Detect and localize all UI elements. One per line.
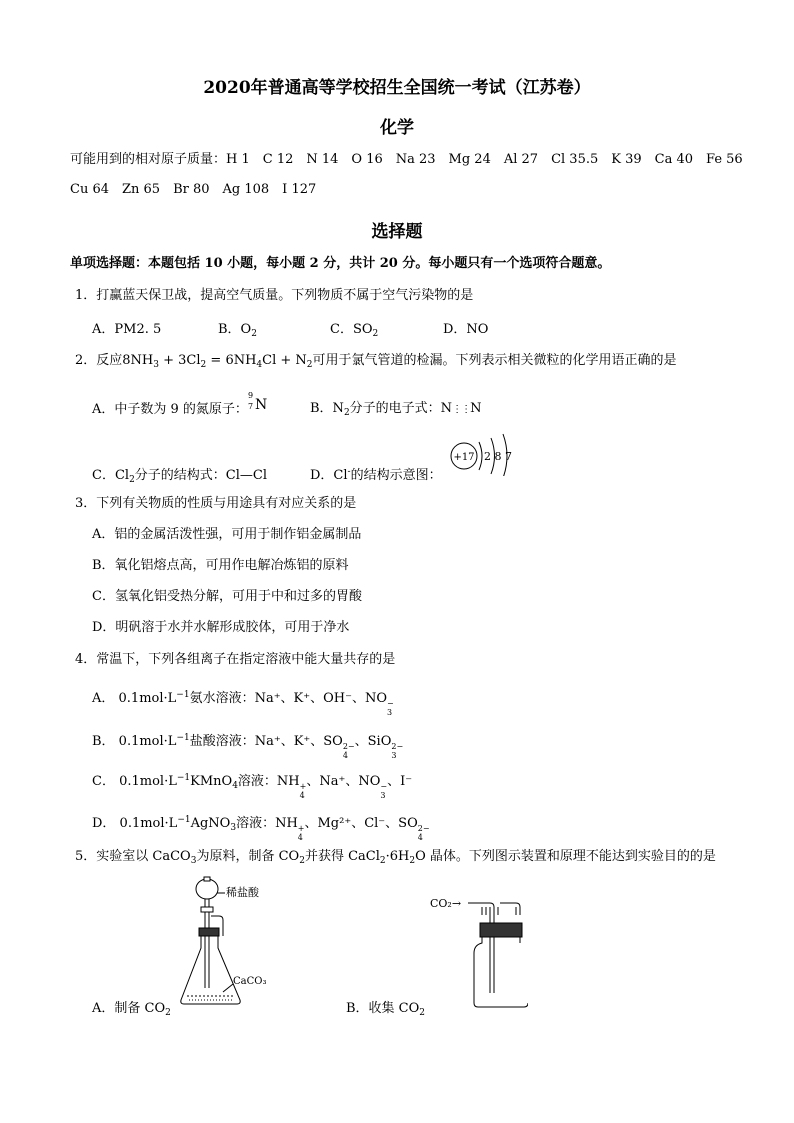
nuclide-symbol: 9 7 N — [247, 391, 268, 413]
q5-option-a-caption: A．制备 $CO_2$ — [92, 1001, 171, 1018]
q1-option-c: C．$SO_2$ — [330, 322, 379, 339]
triple-bond-dots: ⋮⋮ — [452, 404, 471, 415]
solid-label: CaCO₃ — [233, 976, 267, 987]
exam-title: 2020年普通高等学校招生全国统一考试（江苏卷） — [203, 78, 591, 98]
separatory-funnel-bulb — [196, 879, 218, 899]
q3-option-b: B．氧化铝熔点高，可用作电解冶炼铝的原料 — [92, 558, 349, 573]
q3-stem: 3．下列有关物质的性质与用途具有对应关系的是 — [75, 496, 357, 511]
q2-option-a: A．中子数为 9 的氮原子： 9 7 N — [92, 397, 270, 417]
q1-option-b: B．$O_2$ — [218, 322, 257, 339]
q4-option-d: D． $0.1mol\cdot L^{-1}AgNO_3$溶液：NH + 4 、Mg²⁺、Cl⁻、SO 2− 4 — [92, 815, 430, 842]
q2-equation: $8NH_3 + 3Cl_2 = 6NH_4Cl + N_2$ — [122, 353, 313, 370]
q2-stem: 2．反应$8NH_3 + 3Cl_2 = 6NH_4Cl + N_2$可用于氯气管道的检漏。下列表示相关微粒的化学用语正确的是 — [75, 353, 677, 370]
q1-stem: 1．打赢蓝天保卫战，提高空气质量。下列物质不属于空气污染物的是 — [75, 288, 474, 303]
q1-option-d: D．NO — [443, 322, 489, 337]
q2-option-c: C．$Cl_2$分子的结构式：Cl—Cl — [92, 468, 268, 485]
subject-title: 化学 — [380, 118, 414, 138]
q4-option-b: B． $0.1mol\cdot L^{-1}$盐酸溶液：Na⁺、K⁺、SO 2− 4 、SiO 2− 3 — [92, 733, 404, 760]
collection-bottle — [474, 937, 528, 1007]
co2-inlet-label: CO₂→ — [430, 897, 462, 910]
acid-label: 稀盐酸 — [226, 886, 259, 899]
q2-option-b: B．$N_2$分子的电子式：N⋮⋮N — [310, 401, 482, 418]
section-title: 选择题 — [371, 222, 423, 242]
q2-option-d: D．Cl-的结构示意图： — [310, 467, 442, 483]
shell-arc-1 — [479, 442, 482, 470]
q3-option-a: A．铝的金属活泼性强，可用于制作铝金属制品 — [92, 527, 362, 542]
nucleus-charge: +17 — [453, 452, 475, 463]
bottle-stopper — [480, 923, 522, 937]
q3-option-d: D．明矾溶于水并水解形成胶体，可用于净水 — [92, 620, 350, 635]
funnel-stopper — [204, 877, 210, 881]
figure-a-gas-generator — [175, 876, 290, 1011]
q1-option-a: A．PM2. 5 — [92, 322, 162, 337]
rubber-stopper — [199, 928, 219, 936]
q3-option-c: C．氢氧化铝受热分解，可用于中和过多的胃酸 — [92, 589, 362, 604]
shell-electron-counts: 2 8 7 — [484, 450, 512, 463]
q5-stem: 5．实验室以 CaCO$_3$为原料，制备 $CO_2$并获得 $CaCl_2\cdot 6H_2O$ 晶体。下列图示装置和原理不能达到实验目的的是 — [75, 849, 716, 866]
atomic-masses-line-2: Cu 64 Zn 65 Br 80 Ag 108 I 127 — [70, 182, 317, 197]
funnel-stopcock — [201, 907, 213, 912]
chloride-ion-structure-diagram — [448, 428, 520, 476]
conical-flask — [181, 936, 240, 1004]
q4-option-a: A． $0.1mol\cdot L^{-1}$氨水溶液：Na⁺、K⁺、OH⁻、NO − 3 — [92, 690, 394, 717]
section-instructions: 单项选择题：本题包括 10 小题，每小题 2 分，共计 20 分。每小题只有一个选项符合题意。 — [70, 256, 611, 271]
q4-stem: 4．常温下，下列各组离子在指定溶液中能大量共存的是 — [75, 652, 396, 667]
figure-b-gas-collection — [428, 893, 528, 1013]
q4-option-c: C． $0.1mol\cdot L^{-1}KMnO_4$溶液：NH + 4 、Na⁺、NO − 3 、I⁻ — [92, 773, 413, 800]
atomic-masses-line-1: 可能用到的相对原子质量：H 1 C 12 N 14 O 16 Na 23 Mg 24 Al 27 Cl 35.5 K 39 Ca 40 Fe 56 — [70, 152, 743, 167]
q5-option-b-caption: B．收集 $CO_2$ — [346, 1001, 426, 1018]
outlet-tube — [500, 903, 520, 915]
